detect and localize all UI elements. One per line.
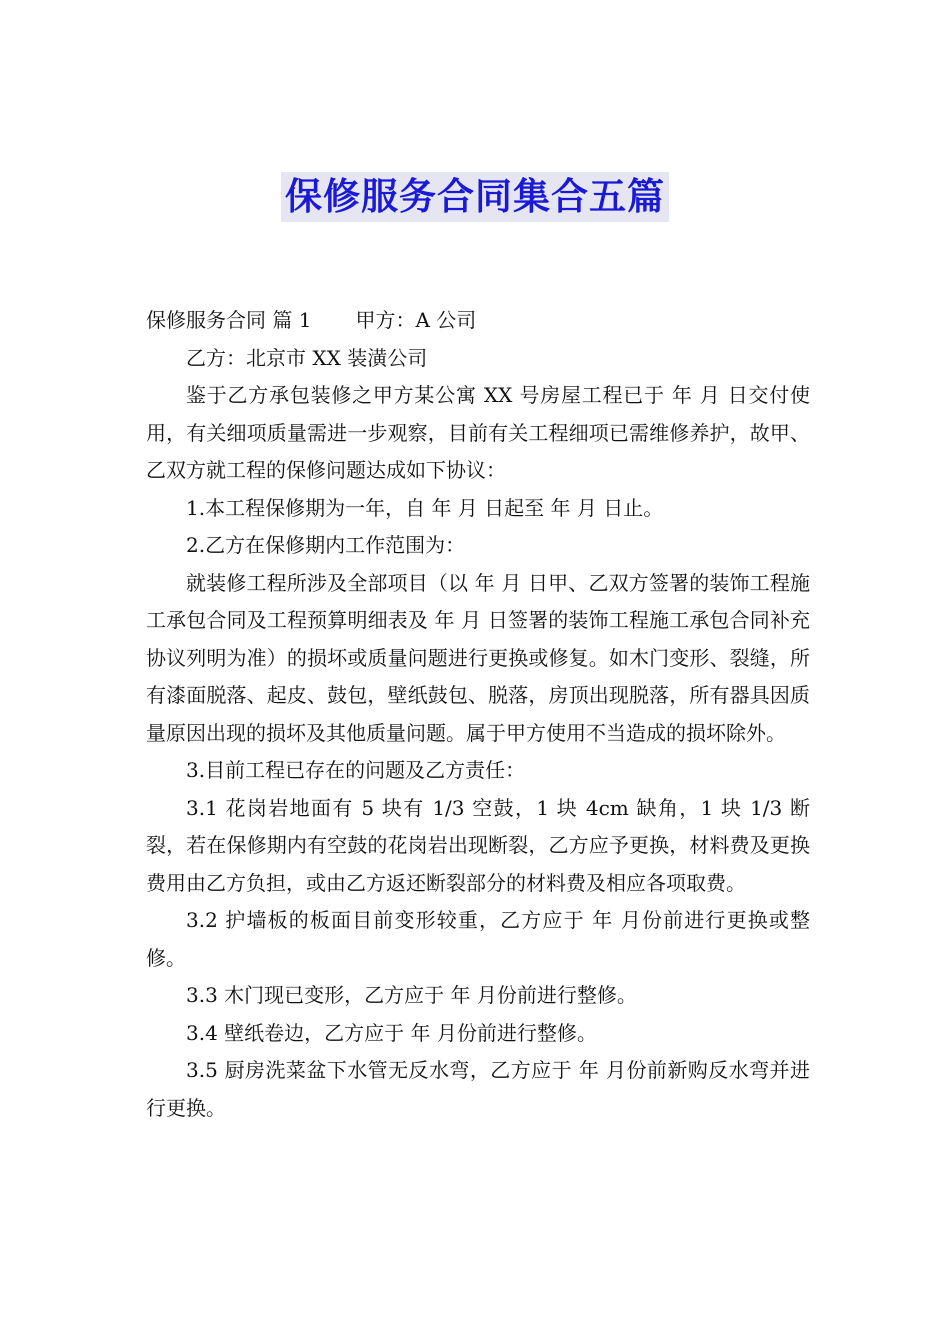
intro-line [146,302,810,340]
paragraph-clause-2: 2.乙方在保修期内工作范围为： [186,533,466,557]
paragraph-clause-3-1: 3.1 花岗岩地面有 5 块有 1/3 空鼓，1 块 4cm 缺角，1 块 1/3 断裂，若在保修期内有空鼓的花岗岩出现断裂，乙方应予更换，材料费及更换费用由乙方负担，或由乙方返还断裂部分的材料费及相应各项取费。 [146,795,810,895]
paragraph-clause-3-2: 3.2 护墙板的板面目前变形较重，乙方应于 年 月份前进行更换或整修。 [146,908,810,970]
party-a: 甲方：A 公司 [355,308,477,332]
paragraph-clause-3: 3.目前工程已存在的问题及乙方责任： [186,758,526,782]
document-body [146,302,810,1127]
paragraph-scope: 就装修工程所涉及全部项目（以 年 月 日甲、乙双方签署的装饰工程施工承包合同及工程预算明细表及 年 月 日签署的装饰工程施工承包合同补充协议列明为准）的损坏或质量问题进行更换或修复。如木门变形、裂缝，所有漆面脱落、起皮、鼓包，壁纸鼓包、脱落，房顶出现脱落，所有器具因质量原因出现的损坏及其他质量问题。属于甲方使用不当造成的损坏除外。 [146,570,810,745]
paragraph-party-b: 乙方：北京市 XX 装潢公司 [186,345,428,370]
paragraph-clause-3-4: 3.4 壁纸卷边，乙方应于 年 月份前进行整修。 [186,1020,597,1045]
paragraph-clause-3-5: 3.5 厨房洗菜盆下水管无反水弯，乙方应于 年 月份前新购反水弯并进行更换。 [146,1058,810,1120]
section-label: 保修服务合同 篇 1 [146,308,312,332]
paragraph-clause-1: 1.本工程保修期为一年，自 年 月 日起至 年 月 日止。 [186,495,664,520]
document-title: 保修服务合同集合五篇 [281,172,669,222]
title-container [0,172,950,222]
paragraph-preamble: 鉴于乙方承包装修之甲方某公寓 XX 号房屋工程已于 年 月 日交付使用，有关细项质量需进一步观察，目前有关工程细项已需维修养护，故甲、乙双方就工程的保修问题达成如下协议： [146,383,810,482]
paragraph-clause-3-3: 3.3 木门现已变形，乙方应于 年 月份前进行整修。 [186,983,637,1007]
